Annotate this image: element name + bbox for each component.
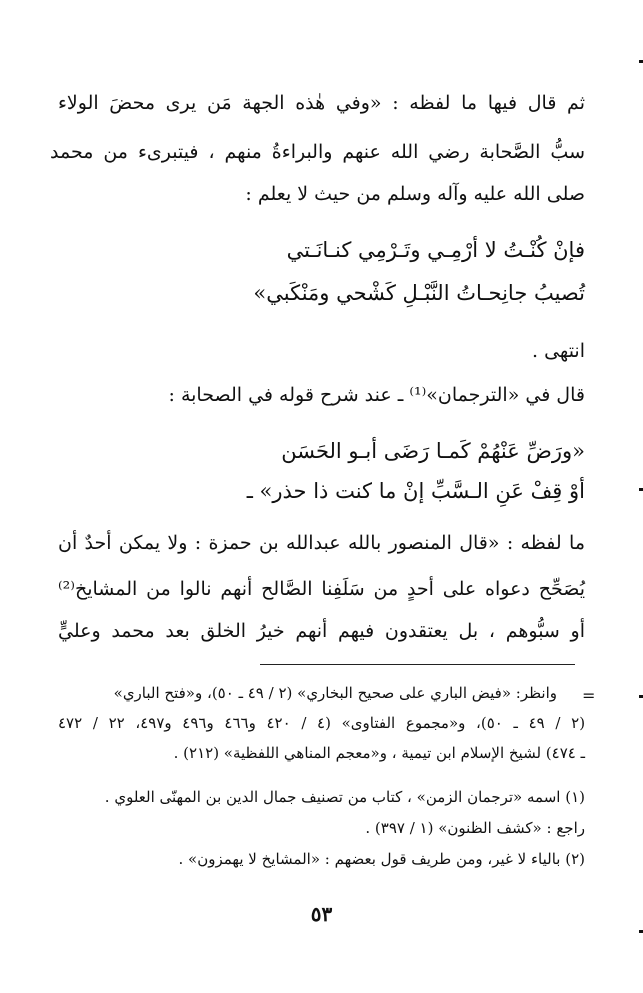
poem2-line-2: أوْ قِفْ عَنِ الـسَّبِّ إنْ ما كنت ذا حذر» ـ	[246, 479, 585, 503]
footnote-separator	[260, 664, 575, 665]
edge-tick	[639, 695, 643, 698]
body2-line-3: أو سبُّوهم ، بل يعتقدون فيهم أنهم خيرُ الخلق بعد محمد وعليٍّ	[58, 620, 585, 642]
ending-text: انتهى .	[532, 340, 585, 362]
continuation-marker: =	[582, 686, 596, 705]
poem1-line-1: فإنْ كُنْـتُ لا أرْمِـي وتَـرْمِي كنـانَـتي	[286, 238, 585, 262]
page-number: ٥٣	[310, 902, 333, 926]
body2-line-2: يُصَحِّح دعواه على أحدٍ من سَلَفِنا الصَّالح أنهم نالوا من المشايخ⁽²⁾	[58, 578, 585, 600]
intro2-line: قال في «الترجمان»⁽¹⁾ ـ عند شرح قوله في الصحابة :	[168, 384, 585, 406]
edge-tick	[639, 488, 643, 491]
footnote-line-4: (١) اسمه «ترجمان الزمن» ، كتاب من تصنيف جمال الدين بن المهنّى العلوي .	[104, 788, 585, 806]
body-line-2: سبُّ الصَّحابة رضي الله عنهم والبراءةُ منهم ، فيتبرىء من محمد	[50, 141, 585, 163]
body-line-3: صلى الله عليه وآله وسلم من حيث لا يعلم :	[245, 183, 585, 205]
footnote-line-5: راجع : «كشف الظنون» (١ / ٣٩٧) .	[365, 819, 585, 837]
poem2-line-1: «ورَضِّ عَنْهُمْ كَمـا رَضَى أبـو الحَسَن	[281, 439, 585, 463]
footnote-line-3: ـ ٤٧٤) لشيخ الإسلام ابن تيمية ، و«معجم المناهي اللفظية» (٢١٢) .	[173, 744, 585, 762]
footnote-line-2: (٢ / ٤٩ ـ ٥٠)، و«مجموع الفتاوى» (٤ / ٤٢٠ و٤٦٦ و٤٩٦ و٤٩٧، ٢٢ / ٤٧٢	[58, 714, 586, 732]
footnote-line-6: (٢) بالياء لا غير، ومن طريف قول بعضهم : «المشايخ لا يهمزون» .	[178, 850, 585, 868]
edge-tick	[639, 930, 643, 933]
body2-line-1: ما لفظه : «قال المنصور بالله عبدالله بن حمزة : ولا يمكن أحدٌ أن	[58, 532, 585, 554]
footnote-line-1: وانظر: «فيض الباري على صحيح البخاري» (٢ / ٤٩ ـ ٥٠)، و«فتح الباري»	[113, 684, 557, 702]
body-line-1: ثم قال فيها ما لفظه : «وفي هٰذه الجهة مَن يرى محضَ الولاء	[58, 92, 585, 114]
poem1-line-2: تُصيبُ جانِحـاتُ النَّبْـلِ كَشْحي ومَنْكَبي»	[253, 281, 585, 305]
edge-tick	[639, 60, 643, 63]
